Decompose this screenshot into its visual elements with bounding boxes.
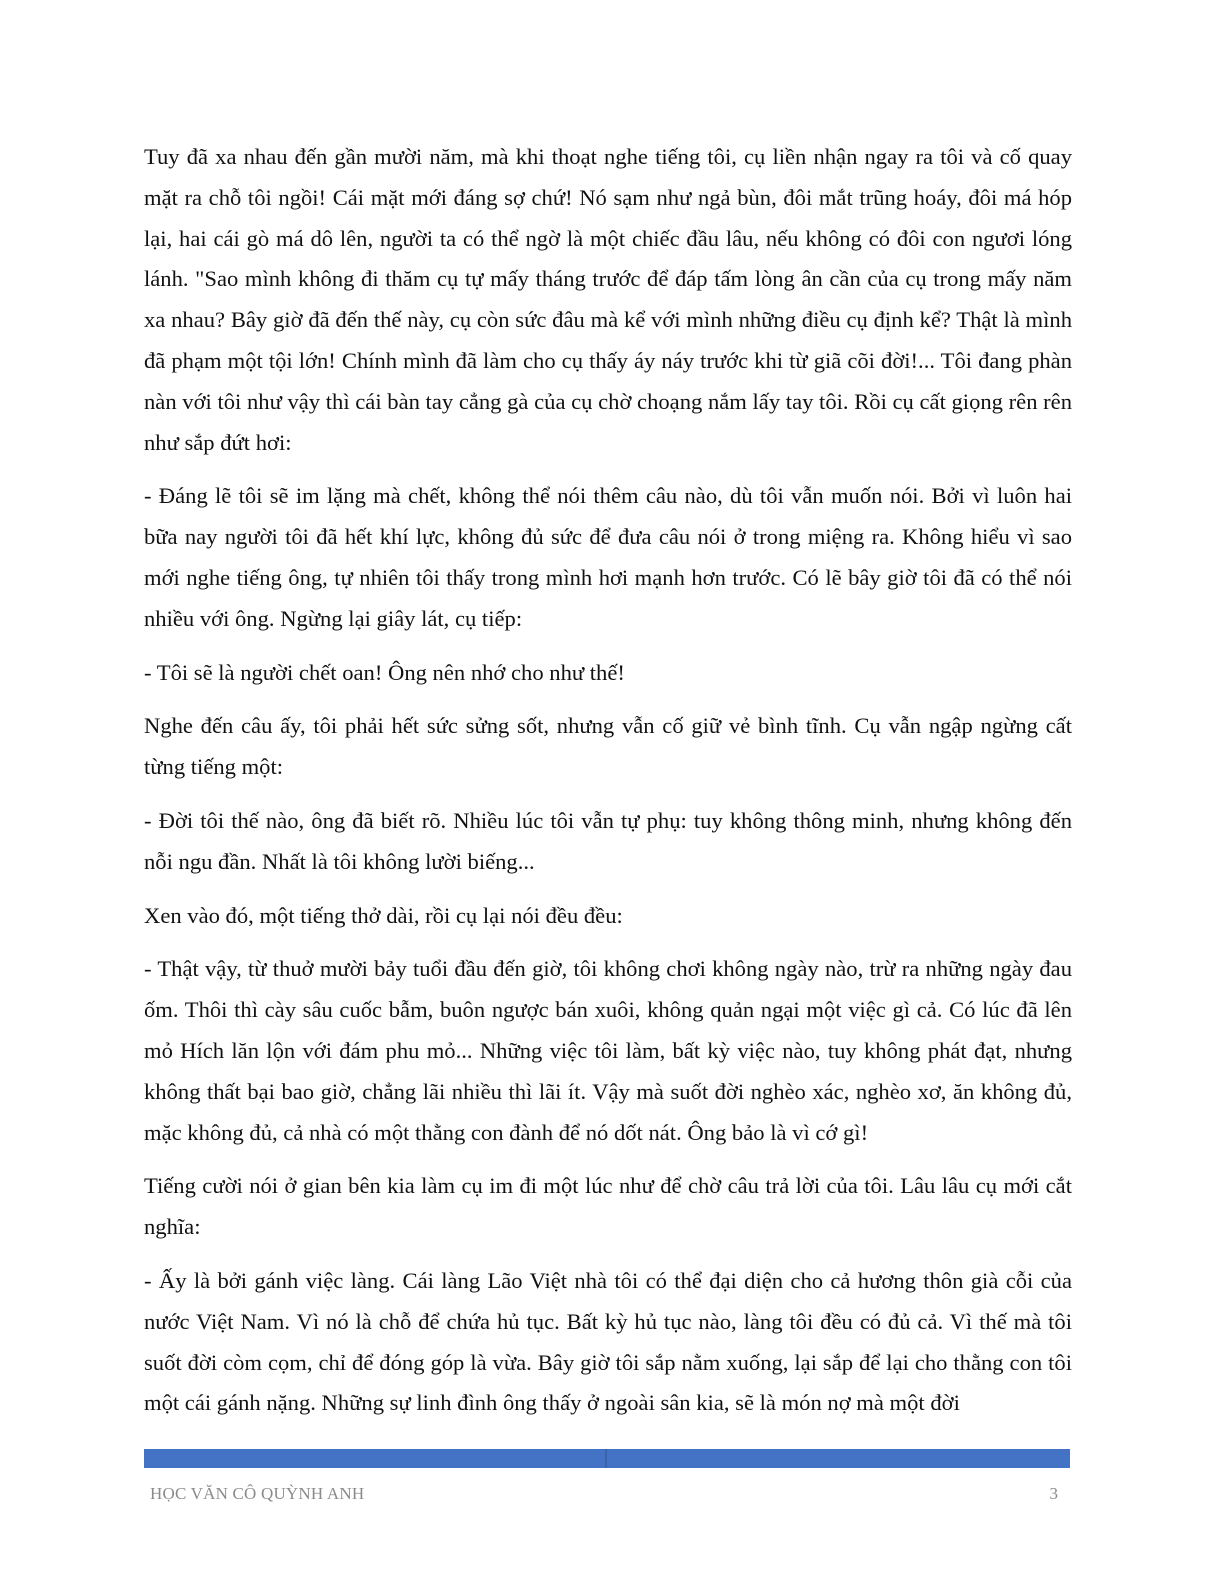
paragraph: Xen vào đó, một tiếng thở dài, rồi cụ lại nói đều đều: (144, 902, 623, 928)
paragraph: - Thật vậy, từ thuở mười bảy tuổi đầu đến giờ, tôi không chơi không ngày nào, trừ ra những ngày đau ốm. Thôi thì cày sâu cuốc bẫm, buôn ngược bán xuôi, không quản ngại một việc gì cả. Có lúc đã lên mỏ Hích lăn lộn với đám phu mỏ... Những việc tôi làm, bất kỳ việc nào, tuy không phát đạt, nhưng không thất bại bao giờ, chẳng lãi nhiều thì lãi ít. Vậy mà suốt đời nghèo xác, nghèo xơ, ăn không đủ, mặc không đủ, cả nhà có một thằng con đành để nó dốt nát. Ông bảo là vì cớ gì! (144, 956, 1072, 1145)
footer-bar-seam (605, 1449, 607, 1468)
paragraph: - Ấy là bởi gánh việc làng. Cái làng Lão Việt nhà tôi có thể đại diện cho cả hương thôn già cỗi của nước Việt Nam. Vì nó là chỗ để chứa hủ tục. Bất kỳ hủ tục nào, làng tôi đều có đủ cả. Vì thế mà tôi suốt đời còm cọm, chỉ để đóng góp là vừa. Bây giờ tôi sắp nằm xuống, lại sắp để lại cho thằng con tôi một cái gánh nặng. Những sự linh đình ông thấy ở ngoài sân kia, sẽ là món nợ mà một đời (144, 1267, 1072, 1416)
paragraph: - Đáng lẽ tôi sẽ im lặng mà chết, không thể nói thêm câu nào, dù tôi vẫn muốn nói. Bởi vì luôn hai bữa nay người tôi đã hết khí lực, không đủ sức để đưa câu nói ở trong miệng ra. Không hiểu vì sao mới nghe tiếng ông, tự nhiên tôi thấy trong mình hơi mạnh hơn trước. Có lẽ bây giờ tôi đã có thể nói nhiều với ông. Ngừng lại giây lát, cụ tiếp: (144, 483, 1072, 631)
paragraph: Tiếng cười nói ở gian bên kia làm cụ im đi một lúc như để chờ câu trả lời của tôi. Lâu lâu cụ mới cắt nghĩa: (144, 1173, 1072, 1240)
footer-divider-bar (144, 1449, 1070, 1468)
paragraph: Nghe đến câu ấy, tôi phải hết sức sửng sốt, nhưng vẫn cố giữ vẻ bình tĩnh. Cụ vẫn ngập ngừng cất từng tiếng một: (144, 713, 1072, 780)
paragraph: Tuy đã xa nhau đến gần mười năm, mà khi thoạt nghe tiếng tôi, cụ liền nhận ngay ra tôi và cố quay mặt ra chỗ tôi ngồi! Cái mặt mới đáng sợ chứ! Nó sạm như ngả bùn, đôi mắt trũng hoáy, đôi má hóp lại, hai cái gò má dô lên, người ta có thể ngờ là một chiếc đầu lâu, nếu không có đôi con ngươi lóng lánh. "Sao mình không đi thăm cụ tự mấy tháng trước để đáp tấm lòng ân cần của cụ trong mấy năm xa nhau? Bây giờ đã đến thế này, cụ còn sức đâu mà kể với mình những điều cụ định kể? Thật là mình đã phạm một tội lớn! Chính mình đã làm cho cụ thấy áy náy trước khi từ giã cõi đời!... Tôi đang phàn nàn với tôi như vậy thì cái bàn tay cẳng gà của cụ chờ choạng nắm lấy tay tôi. Rồi cụ cất giọng rên rên như sắp đứt hơi: (144, 144, 1072, 455)
page-number: 3 (1049, 1484, 1058, 1503)
footer-title: HỌC VĂN CÔ QUỲNH ANH (150, 1484, 365, 1503)
paragraph: - Tôi sẽ là người chết oan! Ông nên nhớ cho như thế! (144, 659, 625, 685)
document-body (144, 137, 1072, 1437)
paragraph: - Đời tôi thế nào, ông đã biết rõ. Nhiều lúc tôi vẫn tự phụ: tuy không thông minh, nhưng không đến nỗi ngu đần. Nhất là tôi không lười biếng... (144, 807, 1072, 874)
